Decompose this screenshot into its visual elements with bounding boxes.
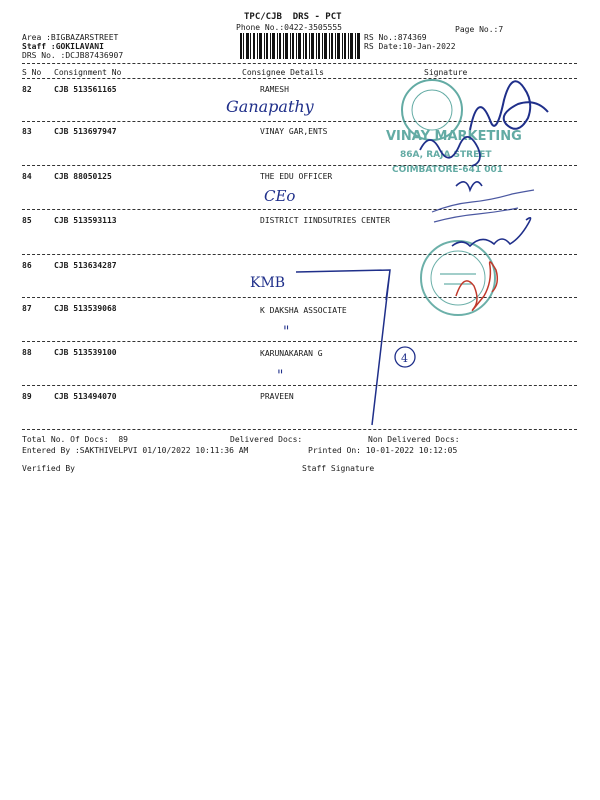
stamp-line-3: COIMBATORE-641 001	[392, 165, 503, 175]
handwritten-ceo: CEo	[264, 187, 296, 205]
divider	[22, 341, 577, 342]
divider	[22, 121, 577, 122]
page-number: Page No.:7	[455, 25, 504, 34]
handwritten-kmb: KMB	[250, 275, 286, 291]
divider	[22, 297, 577, 298]
row-consignment: CJB 513539100	[54, 348, 117, 357]
row-consignment: CJB 88050125	[54, 172, 112, 181]
office-seal	[421, 241, 495, 315]
divider	[22, 429, 577, 430]
row-consignment: CJB 513561165	[54, 85, 117, 94]
row-consignee: RAMESH	[260, 85, 289, 94]
signature-82	[470, 81, 548, 130]
printed-on: Printed On: 10-01-2022 10:12:05	[308, 446, 458, 455]
document-title: TPC/CJB DRS - PCT	[244, 12, 342, 22]
signature-85	[452, 218, 531, 246]
row-consignment: CJB 513593113	[54, 216, 117, 225]
row-sno: 85	[22, 216, 32, 225]
col-signature-header: Signature	[424, 68, 468, 77]
ditto-mark: "	[283, 324, 290, 340]
company-stamp	[386, 80, 522, 175]
row-consignee: VINAY GAR,ENTS	[260, 127, 328, 136]
row-sno: 84	[22, 172, 32, 181]
circled-number: 4	[401, 352, 408, 365]
col-sno-header: S No	[22, 68, 42, 77]
divider	[22, 254, 577, 255]
bracket-mark	[296, 270, 390, 425]
phone-number: Phone No.:0422-3505555	[236, 23, 342, 32]
divider	[22, 165, 577, 166]
row-sno: 83	[22, 127, 32, 136]
stamp-line-1: VINAY MARKETING	[386, 129, 522, 144]
row-sno: 88	[22, 348, 32, 357]
divider	[22, 209, 577, 210]
staff-field: Staff :GOKILAVANI	[22, 42, 104, 51]
signature-84	[456, 182, 482, 190]
row-sno: 87	[22, 304, 32, 313]
signature-83	[420, 137, 480, 166]
row-consignment: CJB 513539068	[54, 304, 117, 313]
non-delivered-docs: Non Delivered Docs:	[368, 435, 460, 444]
verified-by: Verified By	[22, 464, 75, 473]
total-docs: Total No. Of Docs: 89	[22, 435, 128, 444]
staff-signature-label: Staff Signature	[302, 464, 375, 473]
divider	[22, 78, 577, 79]
row-consignment: CJB 513494070	[54, 392, 117, 401]
entered-by: Entered By :SAKTHIVELPVI 01/10/2022 10:11:36 AM	[22, 446, 249, 455]
row-consignment: CJB 513697947	[54, 127, 117, 136]
row-consignee: THE EDU OFFICER	[260, 172, 333, 181]
delivered-docs: Delivered Docs:	[230, 435, 303, 444]
row-consignment: CJB 513634287	[54, 261, 117, 270]
divider	[22, 385, 577, 386]
col-consignment-header: Consignment No	[54, 68, 122, 77]
row-sno: 82	[22, 85, 32, 94]
handwritten-ganapathy: Ganapathy	[226, 97, 314, 116]
rs-date: RS Date:10-Jan-2022	[364, 42, 456, 51]
row-sno: 86	[22, 261, 32, 270]
stamp-line-2: 86A, RAJA STREET	[400, 150, 492, 160]
row-consignee: PRAVEEN	[260, 392, 294, 401]
address-stamp	[432, 190, 534, 222]
row-consignee: KARUNAKARAN G	[260, 349, 323, 358]
divider	[22, 63, 577, 64]
row-consignee: K DAKSHA ASSOCIATE	[260, 306, 347, 315]
area-field: Area :BIGBAZARSTREET	[22, 33, 119, 42]
ditto-mark: "	[277, 368, 284, 384]
barcode	[240, 33, 360, 59]
signature-86	[456, 262, 497, 310]
row-sno: 89	[22, 392, 32, 401]
col-consignee-header: Consignee Details	[242, 68, 324, 77]
drs-number: DRS No. :DCJB87436907	[22, 51, 124, 60]
rs-number: RS No.:874369	[364, 33, 427, 42]
row-consignee: DISTRICT IINDSUTRIES CENTER	[260, 216, 391, 225]
